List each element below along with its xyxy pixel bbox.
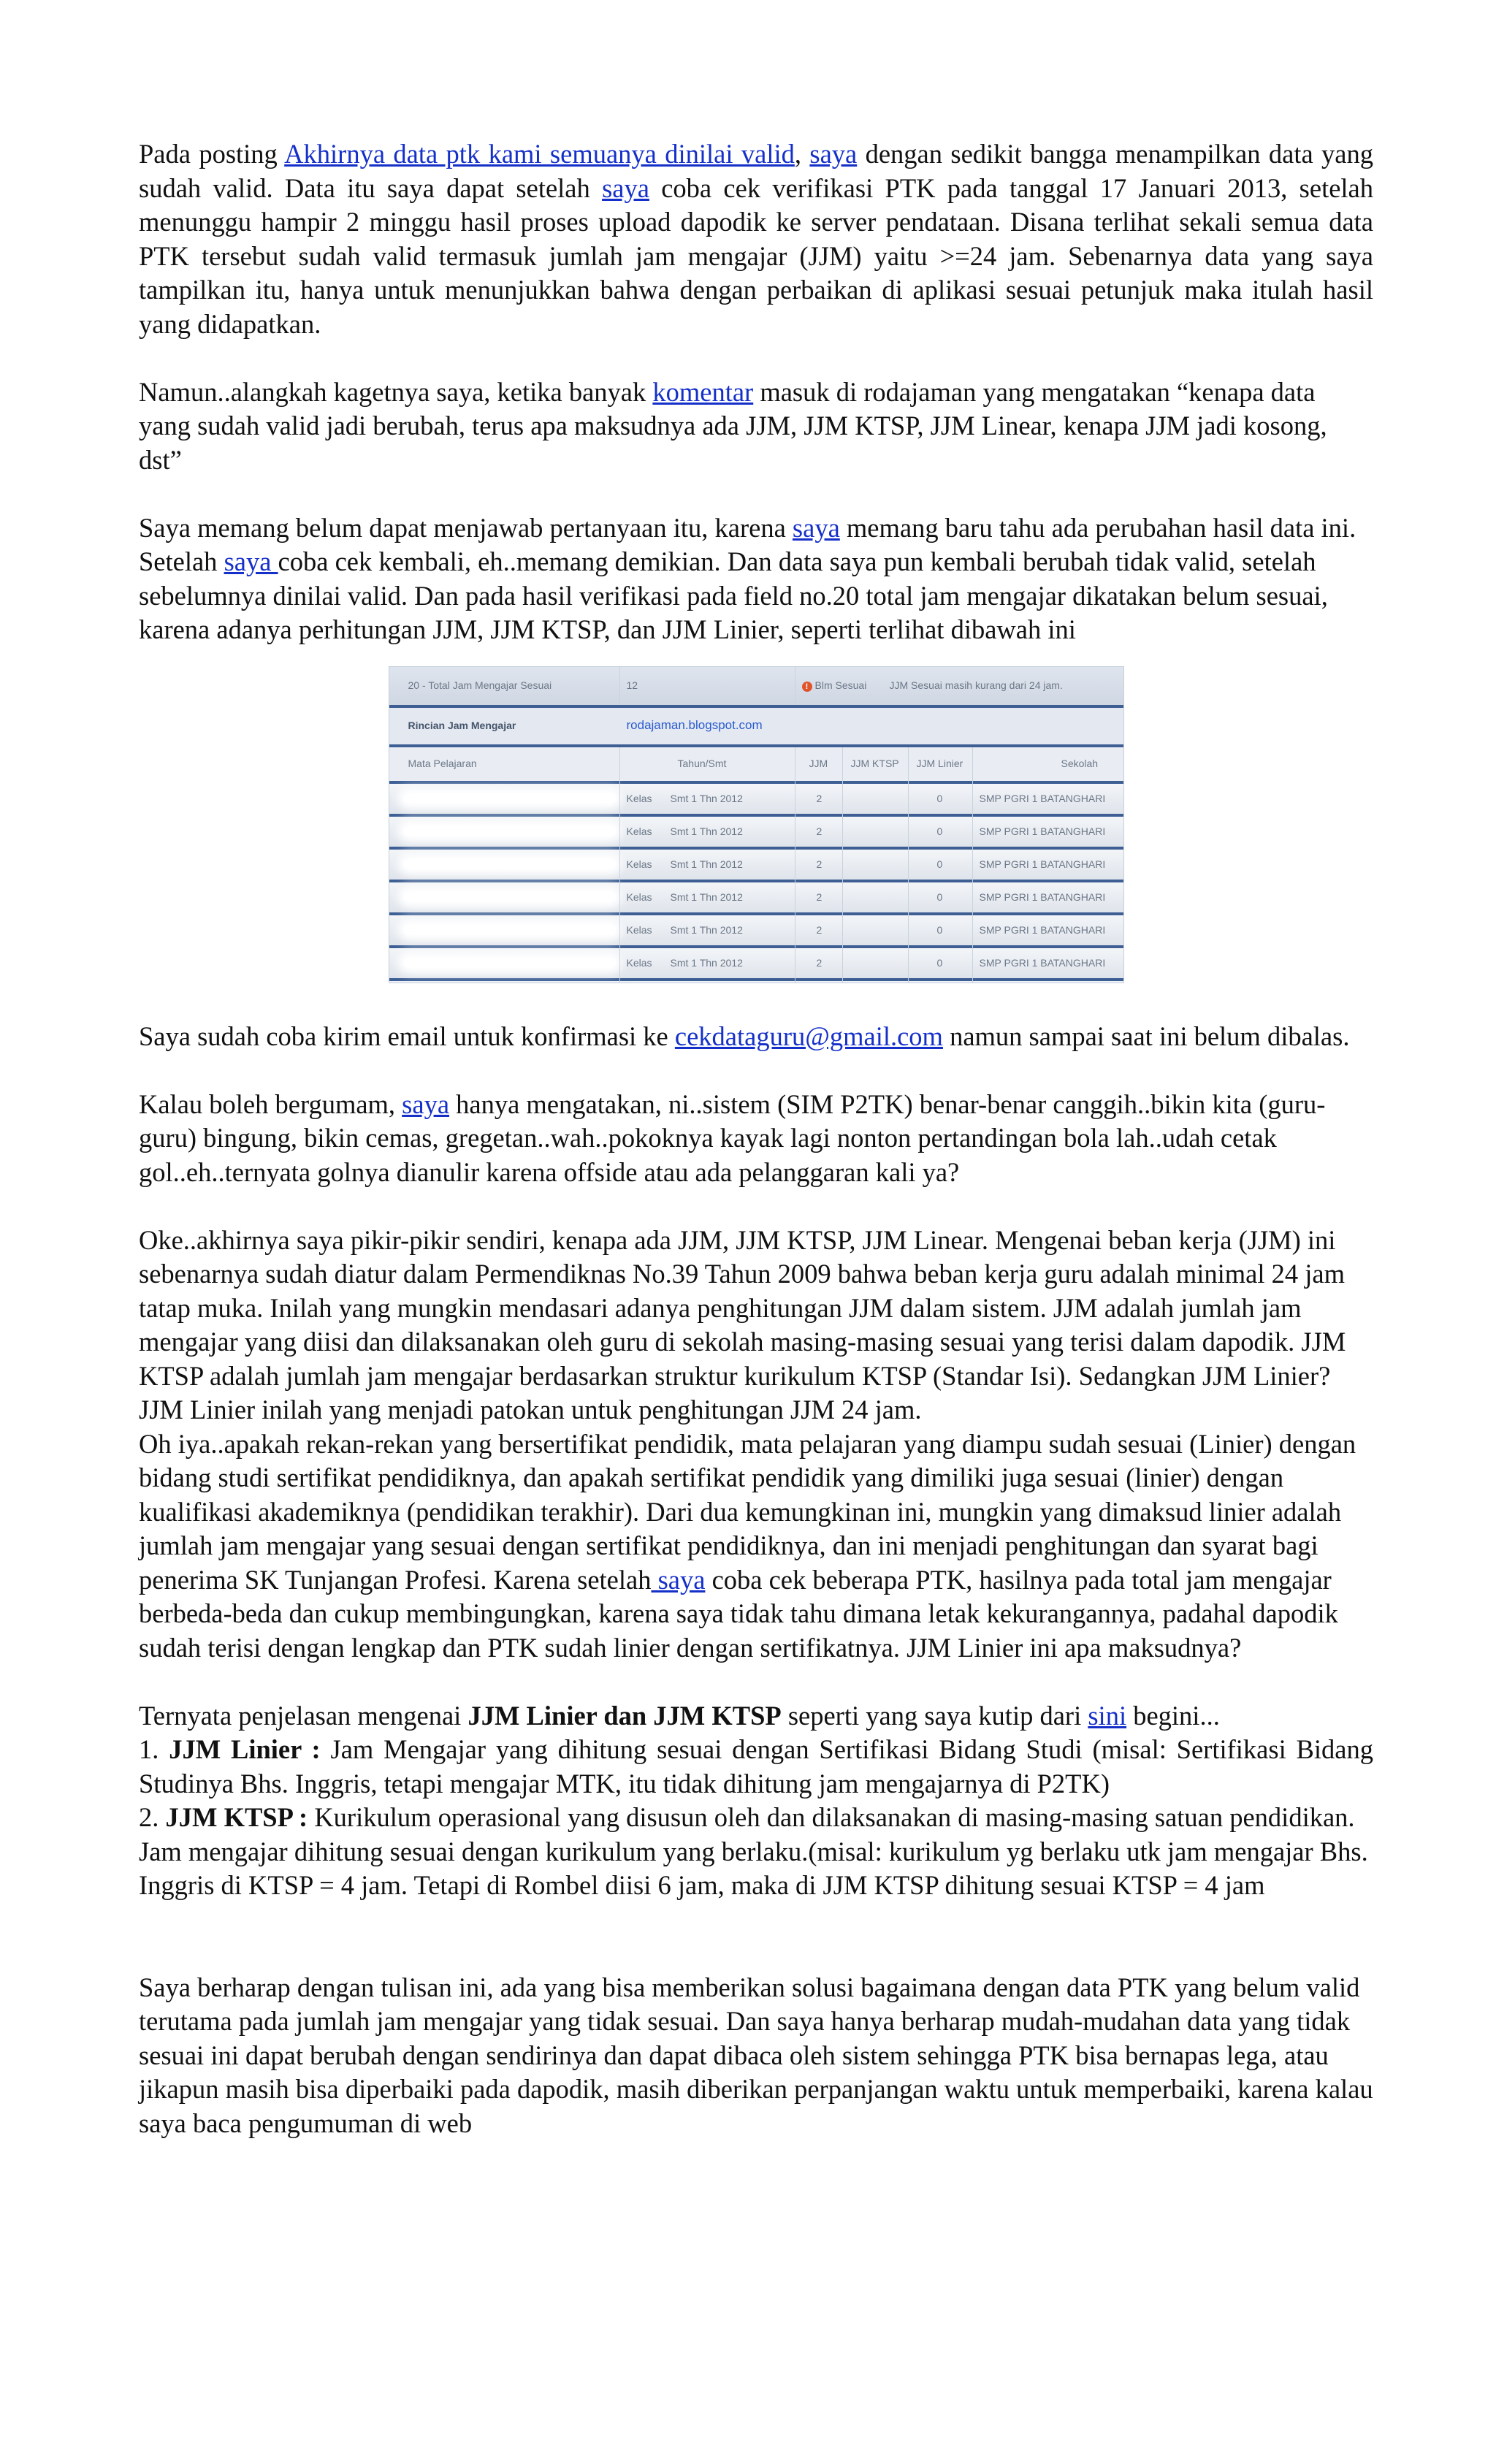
text: masuk di rodajaman yang mengatakan “kenapa data yang sudah valid jadi berubah, terus apa maksudnya ada JJM, JJM KTSP, JJM Linear, kenapa JJM jadi kosong, dst”: [139, 376, 1327, 475]
text: Ternyata penjelasan mengenai: [139, 1700, 468, 1731]
text: seperti yang saya kutip dari: [781, 1700, 1088, 1731]
redacted-subject: [404, 958, 616, 968]
paragraph-6: [139, 1224, 1373, 1427]
link-komentar[interactable]: komentar: [652, 376, 754, 407]
table-row: Kelas Smt 1 Thn 2012 2 0 SMP PGRI 1 BATANGHARI: [389, 882, 1123, 915]
status-badge: ! Blm Sesuai: [802, 668, 867, 703]
paragraph-5: [139, 1088, 1373, 1190]
text: begini...: [1126, 1700, 1220, 1731]
redacted-subject: [404, 793, 616, 804]
term-jjm-linier: JJM Linier :: [169, 1734, 321, 1764]
bold-text: JJM Linier dan JJM KTSP: [468, 1700, 782, 1731]
table-row: Kelas Smt 1 Thn 2012 2 0 SMP PGRI 1 BATANGHARI: [389, 784, 1123, 817]
link-saya[interactable]: saya: [224, 546, 278, 576]
redacted-subject: [404, 859, 616, 869]
screenshot-header-field: [389, 667, 1123, 708]
col-sekolah: Sekolah: [1061, 758, 1099, 770]
text: memang baru tahu ada perubahan hasil data ini. Setelah: [139, 512, 1356, 576]
paragraph-4: [139, 1020, 1373, 1054]
screenshot-column-headers: [389, 747, 1123, 784]
table-row: Kelas Smt 1 Thn 2012 2 0 SMP PGRI 1 BATANGHARI: [389, 850, 1123, 882]
text: coba cek beberapa PTK, hasilnya pada total jam mengajar berbeda-beda dan cukup membingungkan, karena saya tidak tahu dimana letak kekurangannya, padahal dapodik sudah terisi dengan lengkap dan PTK sudah linier dengan sertifikatnya. JJM Linier ini apa maksudnya?: [139, 1564, 1338, 1663]
paragraph-8: [139, 1699, 1373, 1733]
list-item-1: [139, 1733, 1373, 1801]
text: Kurikulum operasional yang disusun oleh dan dilaksanakan di masing-masing satuan pendidikan. Jam mengajar dihitung sesuai dengan kurikulum yang berlaku.(misal: kurikulum yg berlaku utk jam mengajar Bhs. Inggris di KTSP = 4 jam. Tetapi di Rombel diisi 6 jam, maka di JJM KTSP dihitung sesuai KTSP = 4 jam: [139, 1802, 1368, 1900]
text: dengan sedikit bangga menampilkan data yang sudah valid. Data itu saya dapat setelah: [139, 139, 1373, 203]
text: Oke..akhirnya saya pikir-pikir sendiri, kenapa ada JJM, JJM KTSP, JJM Linear. Mengenai beban kerja (JJM) ini sebenarnya sudah diatur dalam Permendiknas No.39 Tahun 2009 bahwa beban kerja guru adalah minimal 24 jam tatap muka. Inilah yang mungkin mendasari adanya penghitungan JJM dalam sistem. JJM adalah jumlah jam mengajar yang diisi dan dilaksanakan oleh guru di sekolah masing-masing sesuai yang terisi dalam dapodik. JJM KTSP adalah jumlah jam mengajar berdasarkan struktur kurikulum KTSP (Standar Isi). Sedangkan JJM Linier? JJM Linier inilah yang menjadi patokan untuk penghitungan JJM 24 jam.: [139, 1224, 1346, 1424]
warning-icon: !: [802, 682, 812, 692]
col-mata-pelajaran: Mata Pelajaran: [408, 758, 477, 770]
paragraph-3: [139, 511, 1373, 647]
text: Jam Mengajar yang dihitung sesuai dengan Sertifikasi Bidang Studi (misal: Sertifikasi Bidang Studinya Bhs. Inggris, tetapi mengajar MTK, itu tidak dihitung jam mengajarnya di P2TK): [139, 1734, 1373, 1799]
verification-screenshot: [389, 666, 1124, 983]
table-row: Kelas Smt 1 Thn 2012 2 0 SMP PGRI 1 BATANGHARI: [389, 817, 1123, 850]
table-row: Kelas Smt 1 Thn 2012 2 0 SMP PGRI 1 BATANGHARI: [389, 915, 1123, 948]
table-row: Kelas Smt 1 Thn 2012 2 0 SMP PGRI 1 BATANGHARI: [389, 948, 1123, 981]
col-tahun-smt: Tahun/Smt: [677, 758, 727, 770]
text: coba cek verifikasi PTK pada tanggal 17 Januari 2013, setelah menunggu hampir 2 minggu hasil proses upload dapodik ke server pendataan. Disana terlihat sekali semua data PTK tersebut sudah valid termasuk jumlah jam mengajar (JJM) yaitu >=24 jam. Sebenarnya data yang saya tampilkan itu, hanya untuk menunjukkan bahwa dengan perbaikan di aplikasi sesuai petunjuk maka itulah hasil yang didapatkan.: [139, 172, 1373, 339]
text: Pada posting: [139, 139, 285, 169]
col-jjm: JJM: [809, 758, 828, 770]
link-saya[interactable]: saya: [792, 512, 840, 543]
text: Saya memang belum dapat menjawab pertanyaan itu, karena: [139, 512, 793, 543]
paragraph-1: [139, 137, 1373, 341]
paragraph-2: [139, 375, 1373, 478]
paragraph-9: [139, 1971, 1373, 2141]
text: namun sampai saat ini belum dibalas.: [942, 1021, 1350, 1051]
term-jjm-ktsp: JJM KTSP :: [165, 1802, 308, 1832]
text: ,: [794, 139, 810, 169]
status-note: JJM Sesuai masih kurang dari 24 jam.: [889, 679, 1063, 692]
redacted-subject: [404, 826, 616, 836]
paragraph-7: [139, 1427, 1373, 1666]
article-body: [139, 137, 1373, 2175]
text: hanya mengatakan, ni..sistem (SIM P2TK) benar-benar canggih..bikin kita (guru-guru) bingung, bikin cemas, gregetan..wah..pokoknya kayak lagi nonton pertandingan bola lah..udah cetak gol..eh..ternyata golnya dianulir karena offside atau ada pelanggaran kali ya?: [139, 1088, 1326, 1187]
redacted-subject: [404, 892, 616, 902]
email-link[interactable]: cekdataguru@gmail.com: [674, 1021, 943, 1051]
field-value: 12: [626, 679, 638, 692]
list-number: 2.: [139, 1802, 166, 1832]
col-jjm-linier: JJM Linier: [916, 758, 963, 770]
redacted-subject: [404, 925, 616, 935]
field-label: 20 - Total Jam Mengajar Sesuai: [408, 679, 552, 692]
col-jjm-ktsp: JJM KTSP: [850, 758, 899, 770]
screenshot-section-row: [389, 708, 1123, 747]
text: Oh iya..apakah rekan-rekan yang bersertifikat pendidik, mata pelajaran yang diampu sudah sesuai (Linier) dengan bidang studi sertifikat pendidiknya, dan apakah sertifikat pendidik yang dimiliki juga sesuai (linier) dengan kualifikasi akademiknya (pendidikan terakhir). Dari dua kemungkinan ini, mungkin yang dimaksud linier adalah jumlah jam mengajar yang sesuai dengan sertifikat pendidiknya, dan ini menjadi penghitungan dan syarat bagi penerima SK Tunjangan Profesi. Karena setelah: [139, 1428, 1356, 1595]
link-akhirnya-data-ptk[interactable]: Akhirnya data ptk kami semuanya dinilai valid: [284, 139, 795, 169]
link-saya[interactable]: saya: [809, 139, 858, 169]
link-saya[interactable]: saya: [402, 1088, 450, 1119]
text: coba cek kembali, eh..memang demikian. Dan data saya pun kembali berubah tidak valid, setelah sebelumnya dinilai valid. Dan pada hasil verifikasi pada field no.20 total jam mengajar dikatakan belum sesuai, karena adanya perhitungan JJM, JJM KTSP, dan JJM Linier, seperti terlihat dibawah ini: [139, 546, 1328, 644]
watermark: rodajaman.blogspot.com: [626, 718, 763, 733]
text: Saya berharap dengan tulisan ini, ada yang bisa memberikan solusi bagaimana dengan data PTK yang belum valid terutama pada jumlah jam mengajar yang tidak sesuai. Dan saya hanya berharap mudah-mudahan data yang tidak sesuai ini dapat berubah dengan sendirinya dan dapat dibaca oleh sistem sehingga PTK bisa bernapas lega, atau jikapun masih bisa diperbaiki pada dapodik, masih diberikan perpanjangan waktu untuk memperbaiki, karena kalau saya baca pengumuman di web: [139, 1972, 1373, 2138]
text: Kalau boleh bergumam,: [139, 1088, 402, 1119]
section-title: Rincian Jam Mengajar: [408, 720, 516, 732]
list-item-2: [139, 1801, 1373, 1903]
link-saya[interactable]: saya: [651, 1564, 706, 1595]
text: Saya sudah coba kirim email untuk konfirmasi ke: [139, 1021, 675, 1051]
text: Namun..alangkah kagetnya saya, ketika banyak: [139, 376, 653, 407]
link-saya[interactable]: saya: [602, 172, 649, 203]
list-number: 1.: [139, 1734, 169, 1764]
link-sini[interactable]: sini: [1088, 1700, 1127, 1731]
